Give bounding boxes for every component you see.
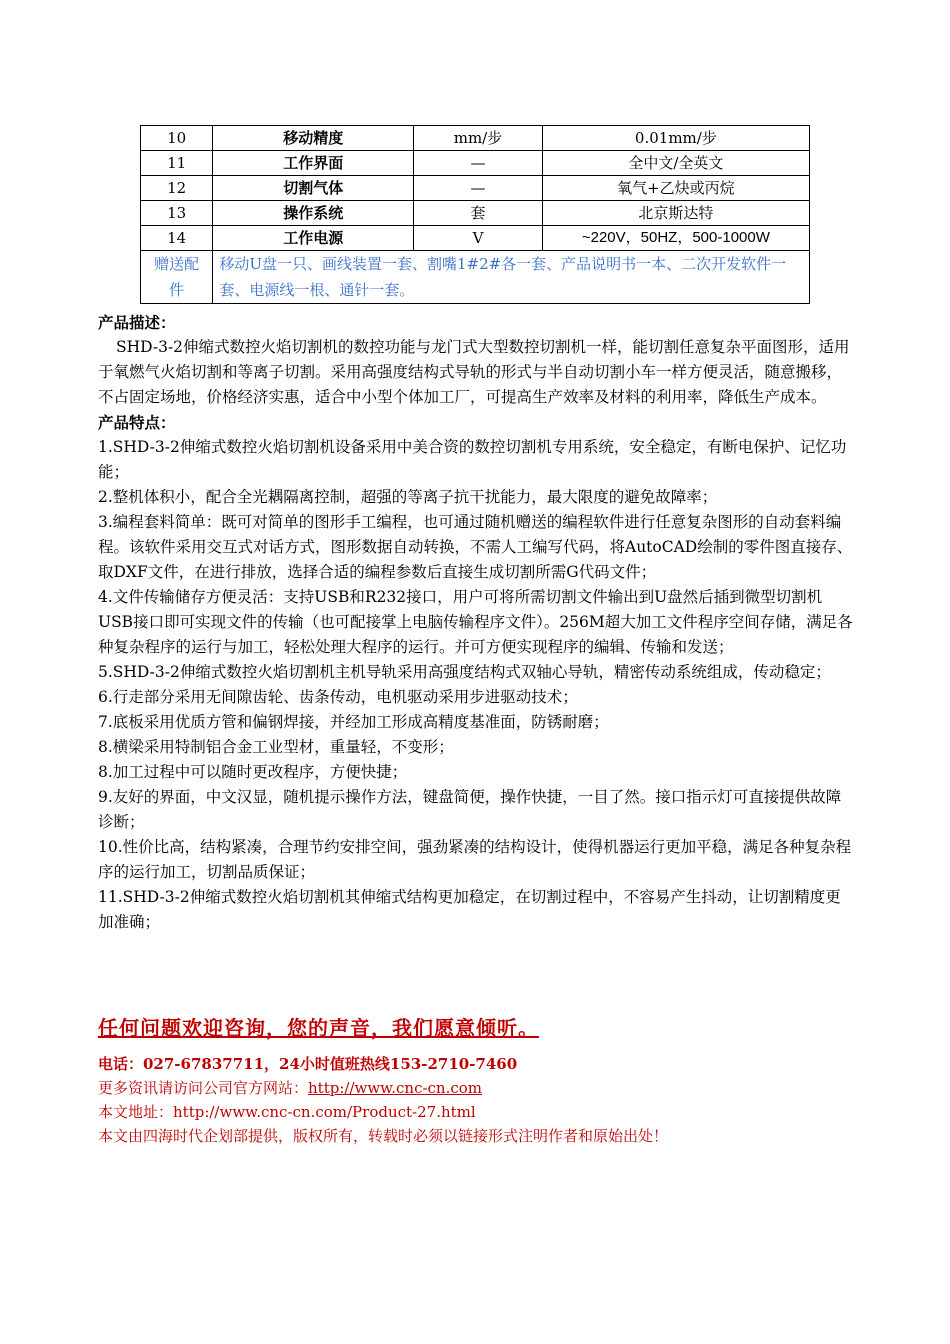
feature-item: 5.SHD-3-2伸缩式数控火焰切割机主机导轨采用高强度结构式双轴心导轨，精密传动系统组成，传动稳定； [98,663,831,681]
features-heading: 产品特点： [98,413,176,432]
table-row [141,176,810,201]
row-unit: mm/步 [414,126,543,151]
body-text [98,310,854,935]
table-row [141,126,810,151]
spec-table [140,125,810,304]
row-value: 北京斯达特 [542,201,809,226]
gift-row [141,251,810,304]
feature-item: 7.底板采用优质方管和偏钢焊接，并经加工形成高精度基准面，防锈耐磨； [98,713,609,731]
feature-item: 11.SHD-3-2伸缩式数控火焰切割机其伸缩式结构更加稳定，在切割过程中，不容易产生抖动，让切割精度更加准确； [98,888,841,931]
gift-label [141,251,213,304]
footer [98,1014,854,1148]
row-value: 全中文/全英文 [542,151,809,176]
feature-item: 2.整机体积小，配合全光耦隔离控制，超强的等离子抗干扰能力，最大限度的避免故障率； [98,488,718,506]
row-unit: — [414,151,543,176]
row-number: 11 [141,151,213,176]
phone-line: 电话：027-67837711，24小时值班热线153-2710-7460 [98,1055,518,1073]
more-info-line [98,1076,854,1100]
row-number: 14 [141,226,213,251]
row-number: 12 [141,176,213,201]
row-value: ~220V，50HZ，500-1000W [542,226,809,251]
gift-label-line1: 赠送配 [154,255,200,273]
row-item: 工作界面 [213,151,414,176]
row-value: 0.01mm/步 [542,126,809,151]
row-unit: — [414,176,543,201]
gift-text: 移动U盘一只、画线装置一套、割嘴1#2#各一套、产品说明书一本、二次开发软件一套、电源线一根、通针一套。 [213,251,810,304]
row-value: 氧气+乙炔或丙烷 [542,176,809,201]
row-unit: V [414,226,543,251]
description-text: SHD-3-2伸缩式数控火焰切割机的数控功能与龙门式大型数控切割机一样，能切割任意复杂平面图形，适用于氧燃气火焰切割和等离子切割。采用高强度结构式导轨的形式与半自动切割小车一样方便灵活，随意搬移，不占固定场地，价格经济实惠，适合中小型个体加工厂，可提高生产效率及材料的利用率，降低生产成本。 [98,338,850,406]
article-url-line: 本文地址：http://www.cnc-cn.com/Product-27.html [98,1103,476,1121]
feature-item: 10.性价比高，结构紧凑，合理节约安排空间，强劲紧凑的结构设计，使得机器运行更加平稳，满足各种复杂程序的运行加工，切割品质保证； [98,838,852,881]
row-item: 移动精度 [213,126,414,151]
row-item: 操作系统 [213,201,414,226]
feature-item: 8.横梁采用特制铝合金工业型材，重量轻，不变形； [98,738,454,756]
table-row [141,151,810,176]
feature-item: 9.友好的界面，中文汉显，随机提示操作方法，键盘简便，操作快捷，一目了然。接口指示灯可直接提供故障诊断； [98,788,842,831]
feature-item: 8.加工过程中可以随时更改程序，方便快捷； [98,763,408,781]
feature-item: 4.文件传输储存方便灵活：支持USB和R232接口，用户可将所需切割文件输出到U盘然后插到微型切割机USB接口即可实现文件的传输（也可配接掌上电脑传输程序文件）。256M超大加工文件程序空间存储，满足各种复杂程序的运行与加工，轻松处理大程序的运行。并可方便实现程序的编辑、传输和发送； [98,588,853,656]
row-number: 10 [141,126,213,151]
row-item: 切割气体 [213,176,414,201]
copyright-line: 本文由四海时代企划部提供，版权所有，转载时必须以链接形式注明作者和原始出处！ [98,1127,669,1145]
website-link[interactable]: http://www.cnc-cn.com [308,1079,483,1097]
description-heading: 产品描述： [98,313,176,332]
feature-item: 1.SHD-3-2伸缩式数控火焰切割机设备采用中美合资的数控切割机专用系统，安全稳定，有断电保护、记忆功能； [98,438,847,481]
more-info-prefix: 更多资讯请访问公司官方网站： [98,1079,309,1097]
row-number: 13 [141,201,213,226]
feature-item: 3.编程套料简单：既可对简单的图形手工编程，也可通过随机赠送的编程软件进行任意复杂图形的自动套料编程。该软件采用交互式对话方式，图形数据自动转换，不需人工编写代码，将AutoCAD绘制的零件图直接存、取DXF文件，在进行排放，选择合适的编程参数后直接生成切割所需G代码文件； [98,513,853,581]
row-unit: 套 [414,201,543,226]
table-row [141,226,810,251]
row-item: 工作电源 [213,226,414,251]
slogan: 任何问题欢迎咨询，您的声音，我们愿意倾听。 [98,1016,539,1040]
gift-label-line2: 件 [169,281,185,299]
feature-item: 6.行走部分采用无间隙齿轮、齿条传动，电机驱动采用步进驱动技术； [98,688,578,706]
table-row [141,201,810,226]
